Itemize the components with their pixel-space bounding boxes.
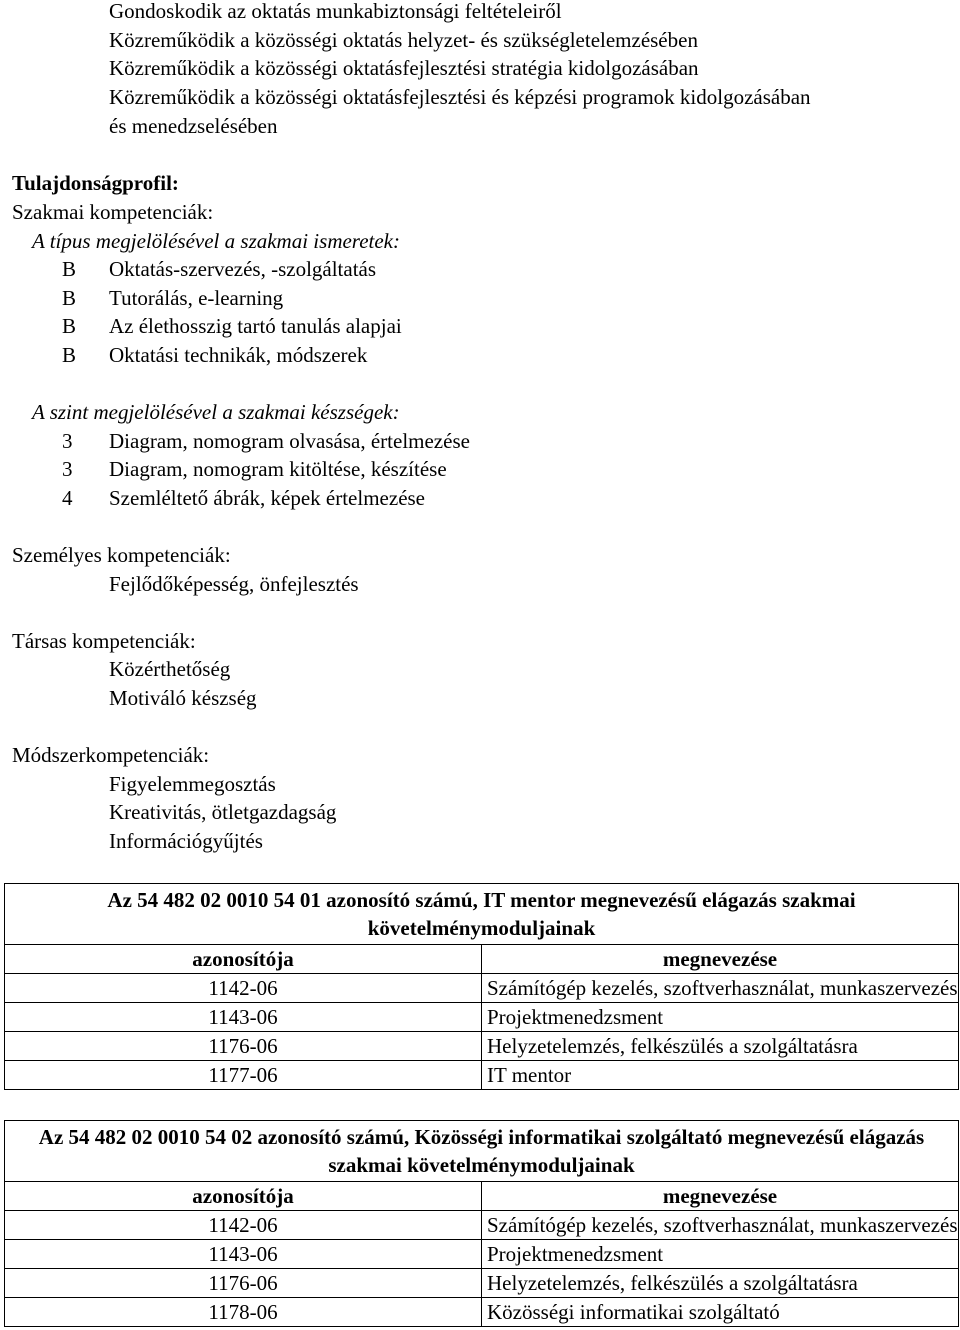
module-name: Helyzetelemzés, felkészülés a szolgáltatásra [482,1032,959,1061]
profile-title: Tulajdonságprofil: [12,171,179,195]
table-row [5,974,959,1003]
table-row [5,1269,959,1298]
method-item: Figyelemmegosztás [109,772,276,796]
module-id: 1176-06 [5,1269,482,1298]
module-name: Számítógép kezelés, szoftverhasználat, munkaszervezés [482,1211,959,1240]
knowledge-item [0,341,960,369]
knowledge-item [0,255,960,283]
social-item: Motiváló készség [109,686,257,710]
professional-heading: Szakmai kompetenciák: [12,200,214,224]
module-id: 1176-06 [5,1032,482,1061]
module-table-community-it [4,1120,959,1327]
knowledge-text: Oktatás-szervezés, -szolgáltatás [109,257,377,281]
table-row [5,1240,959,1269]
skills-text: Diagram, nomogram kitöltése, készítése [109,457,447,481]
module-id: 1142-06 [5,1211,482,1240]
intro-line: Közreműködik a közösségi oktatás helyzet- és szükségletelemzésében [109,28,698,52]
knowledge-heading: A típus megjelölésével a szakmai ismeretek: [32,229,400,253]
knowledge-text: Oktatási technikák, módszerek [109,343,368,367]
table-title: Az 54 482 02 0010 54 02 azonosító számú, Közösségi informatikai szolgáltató megnevezésű elágazás szakmai követelménymoduljainak [5,1121,959,1182]
module-id: 1142-06 [5,974,482,1003]
module-name: Projektmenedzsment [482,1003,959,1032]
table-row [5,1211,959,1240]
knowledge-text: Az élethosszig tartó tanulás alapjai [109,314,402,338]
module-id: 1143-06 [5,1003,482,1032]
module-id: 1143-06 [5,1240,482,1269]
skills-mark: 3 [62,429,73,453]
knowledge-item [0,312,960,340]
column-header-name: megnevezése [482,1182,959,1211]
skills-item [0,427,960,455]
column-header-name: megnevezése [482,945,959,974]
intro-line: és menedzselésében [109,114,278,138]
intro-line: Gondoskodik az oktatás munkabiztonsági feltételeiről [109,0,562,23]
knowledge-mark: B [62,314,77,338]
table-row [5,1032,959,1061]
skills-item [0,484,960,512]
table-title: Az 54 482 02 0010 54 01 azonosító számú, IT mentor megnevezésű elágazás szakmai követelménymoduljainak [5,884,959,945]
personal-item: Fejlődőképesség, önfejlesztés [109,572,359,596]
module-name: Helyzetelemzés, felkészülés a szolgáltatásra [482,1269,959,1298]
skills-mark: 3 [62,457,73,481]
knowledge-mark: B [62,286,77,310]
table-row [5,1003,959,1032]
module-table-it-mentor [4,883,959,1090]
table-row [5,1298,959,1327]
personal-heading: Személyes kompetenciák: [12,543,231,567]
module-name: Számítógép kezelés, szoftverhasználat, munkaszervezés [482,974,959,1003]
module-id: 1177-06 [5,1061,482,1090]
column-header-id: azonosítója [5,945,482,974]
knowledge-item [0,284,960,312]
skills-text: Diagram, nomogram olvasása, értelmezése [109,429,470,453]
module-name: IT mentor [482,1061,959,1090]
social-item: Közérthetőség [109,657,231,681]
knowledge-mark: B [62,257,77,281]
module-id: 1178-06 [5,1298,482,1327]
skills-item [0,455,960,483]
knowledge-mark: B [62,343,77,367]
method-heading: Módszerkompetenciák: [12,743,210,767]
intro-line: Közreműködik a közösségi oktatásfejlesztési stratégia kidolgozásában [109,56,699,80]
method-item: Kreativitás, ötletgazdagság [109,800,337,824]
social-heading: Társas kompetenciák: [12,629,196,653]
module-name: Közösségi informatikai szolgáltató [482,1298,959,1327]
intro-line: Közreműködik a közösségi oktatásfejlesztési és képzési programok kidolgozásában [109,85,811,109]
skills-text: Szemléltető ábrák, képek értelmezése [109,486,426,510]
column-header-id: azonosítója [5,1182,482,1211]
method-item: Információgyűjtés [109,829,263,853]
module-name: Projektmenedzsment [482,1240,959,1269]
skills-heading: A szint megjelölésével a szakmai készségek: [32,400,400,424]
skills-mark: 4 [62,486,73,510]
table-row [5,1061,959,1090]
knowledge-text: Tutorálás, e-learning [109,286,284,310]
